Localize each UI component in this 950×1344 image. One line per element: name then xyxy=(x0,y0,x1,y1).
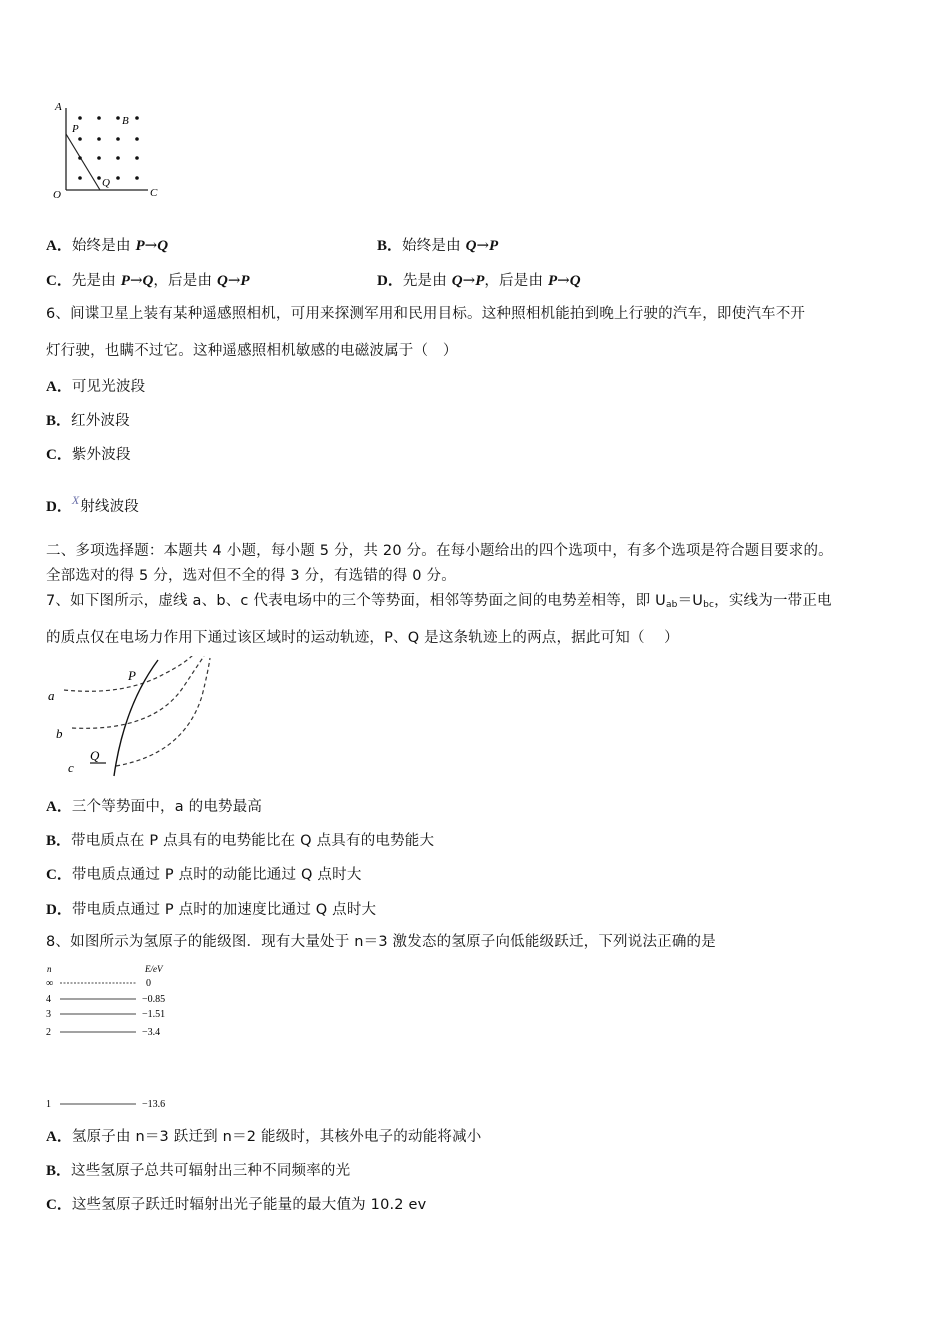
figure-equipotential-surfaces xyxy=(44,656,220,780)
q7-option-d: D．带电质点通过 P 点时的加速度比通过 Q 点时大 xyxy=(46,902,377,918)
q7-stem-line1: 7、如下图所示，虚线 a、b、c 代表电场中的三个等势面，相邻等势面之间的电势差相等，即 $U_{ab}=U_{bc}$，实线为一带正电 xyxy=(46,593,832,610)
q8-option-c: C．这些氢原子跃迁时辐射出光子能量的最大值为 10.2 ev xyxy=(46,1197,427,1213)
q6-option-d: D．$^X$射线波段 xyxy=(46,493,139,515)
label-a: A xyxy=(55,101,62,113)
svg-text:Q: Q xyxy=(102,177,110,189)
x-symbol: X xyxy=(71,493,80,507)
svg-text:P: P xyxy=(128,668,136,683)
q5-option-d: D．先是由 Q→P，后是由 P→Q xyxy=(377,271,581,289)
svg-text:a: a xyxy=(48,688,55,703)
figure-hydrogen-energy-levels xyxy=(44,962,184,1112)
q8-stem: 8、如图所示为氢原子的能级图．现有大量处于 n＝3 激发态的氢原子向低能级跃迁，下列说法正确的是 xyxy=(46,934,716,950)
q6-option-b: B．红外波段 xyxy=(46,413,130,429)
svg-text:O: O xyxy=(53,189,61,201)
svg-text:3: 3 xyxy=(46,1009,51,1020)
svg-text:2: 2 xyxy=(46,1027,51,1038)
svg-text:1: 1 xyxy=(46,1099,51,1110)
q6-option-c: C．紫外波段 xyxy=(46,447,131,463)
q5-option-b: B．始终是由 Q→P xyxy=(377,236,499,254)
svg-text:4: 4 xyxy=(46,994,51,1005)
q7-stem-line2: 的质点仅在电场力作用下通过该区域时的运动轨迹，P、Q 是这条轨迹上的两点，据此可知（ ） xyxy=(46,630,679,646)
svg-text:Q: Q xyxy=(90,748,100,763)
svg-text:C: C xyxy=(150,187,158,199)
q7-option-b: B．带电质点在 P 点具有的电势能比在 Q 点具有的电势能大 xyxy=(46,833,435,849)
svg-text:n: n xyxy=(47,964,52,974)
svg-text:b: b xyxy=(56,726,63,741)
q7-option-c: C．带电质点通过 P 点时的动能比通过 Q 点时大 xyxy=(46,867,362,883)
q8-option-b: B．这些氢原子总共可辐射出三种不同频率的光 xyxy=(46,1163,351,1179)
svg-text:−13.6: −13.6 xyxy=(142,1099,166,1110)
q8-option-a: A．氢原子由 n＝3 跃迁到 n＝2 能级时，其核外电子的动能将减小 xyxy=(46,1129,482,1145)
svg-text:∞: ∞ xyxy=(46,978,54,989)
svg-text:c: c xyxy=(68,760,74,775)
svg-text:E/eV: E/eV xyxy=(145,964,163,974)
section2-header-line1: 二、多项选择题：本题共 4 小题，每小题 5 分，共 20 分。在每小题给出的四个选项中，有多个选项是符合题目要求的。 xyxy=(46,543,833,559)
svg-text:0: 0 xyxy=(146,978,151,989)
svg-text:−0.85: −0.85 xyxy=(142,994,166,1005)
figure-magnetic-field-grid xyxy=(48,98,168,202)
svg-text:−3.4: −3.4 xyxy=(142,1027,161,1038)
q6-option-a: A．可见光波段 xyxy=(46,379,146,395)
svg-text:P: P xyxy=(72,123,79,135)
section2-header-line2: 全部选对的得 5 分，选对但不全的得 3 分，有选错的得 0 分。 xyxy=(46,568,456,584)
svg-text:−1.51: −1.51 xyxy=(142,1009,166,1020)
q6-stem-line2: 灯行驶，也瞒不过它。这种遥感照相机敏感的电磁波属于（ ） xyxy=(46,343,458,359)
svg-text:B: B xyxy=(122,115,129,127)
q7-option-a: A．三个等势面中，a 的电势最高 xyxy=(46,799,263,815)
q5-option-a: A．始终是由 P→Q xyxy=(46,236,169,254)
q6-stem-line1: 6、间谍卫星上装有某种遥感照相机，可用来探测军用和民用目标。这种照相机能拍到晚上行驶的汽车，即使汽车不开 xyxy=(46,306,806,322)
q5-option-c: C．先是由 P→Q，后是由 Q→P xyxy=(46,271,250,289)
